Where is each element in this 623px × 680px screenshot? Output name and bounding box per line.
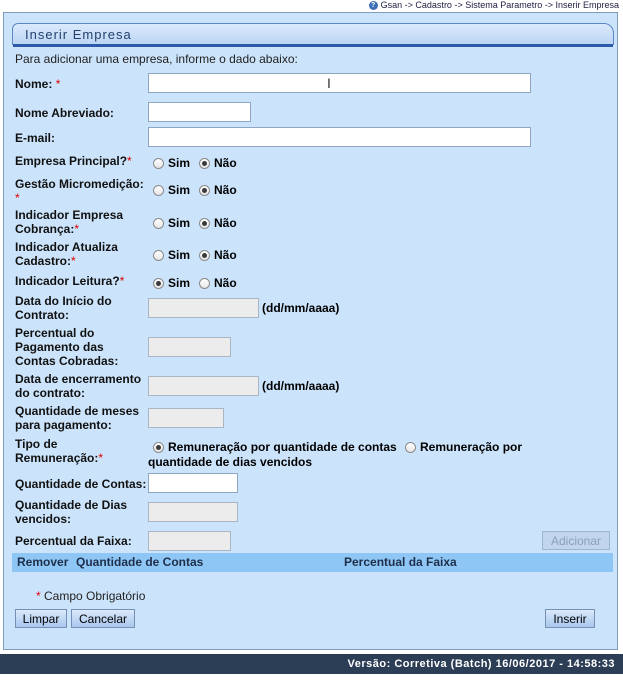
email-label: E-mail:: [15, 131, 56, 145]
qtd-meses-line1: Quantidade de meses: [15, 404, 140, 418]
radio-sim-label: Sim: [168, 216, 191, 230]
percentual-faixa-input[interactable]: [148, 531, 231, 551]
required-mark: *: [98, 451, 104, 465]
remuneracao-contas-label: Remuneração por quantidade de contas: [168, 440, 397, 454]
qtd-dias-input[interactable]: [148, 502, 238, 522]
radio-selected-icon: [199, 218, 210, 229]
nome-label: [15, 77, 60, 91]
data-inicio-line1: Data do Início do: [15, 294, 112, 308]
data-enc-line1: Data de encerramento: [15, 372, 142, 386]
empresa-principal-text: Empresa Principal?: [15, 154, 128, 168]
radio-nao-label: Não: [214, 156, 237, 170]
adicionar-button[interactable]: Adicionar: [542, 531, 610, 550]
ind-leitura-text: Indicador Leitura?: [15, 274, 120, 288]
table-header: [12, 553, 613, 572]
gestao-text: Gestão Micromedição:: [15, 177, 144, 191]
data-inicio-label: [15, 294, 112, 322]
radio-selected-icon: [199, 185, 210, 196]
radio-icon: [153, 218, 164, 229]
col-remover: Remover: [17, 555, 69, 569]
radio-nao-label: Não: [214, 248, 237, 262]
percentual-line1: Percentual do: [15, 326, 95, 340]
data-inicio-format: (dd/mm/aaaa): [262, 301, 340, 315]
data-inicio-input[interactable]: [148, 298, 259, 318]
qtd-contas-label: Quantidade de Contas:: [15, 477, 147, 491]
percentual-faixa-label: Percentual da Faixa:: [15, 534, 132, 548]
breadcrumb-text: Gsan -> Cadastro -> Sistema Parametro -> Inserir Empresa: [380, 0, 619, 10]
panel-titlebar: [12, 23, 614, 45]
remuneracao-dias-radio[interactable]: [405, 440, 522, 454]
ind-atualiza-label: [15, 240, 118, 268]
ind-leitura-nao-radio[interactable]: [199, 276, 237, 290]
qtd-dias-label: [15, 498, 127, 526]
gestao-label: [15, 177, 144, 205]
percentual-pagamento-input[interactable]: [148, 337, 231, 357]
footer-bar: [0, 654, 623, 674]
radio-sim-label: Sim: [168, 248, 191, 262]
ind-cobranca-line2: Cobrança:: [15, 222, 75, 236]
qtd-dias-line2: vencidos:: [15, 512, 72, 526]
ind-atualiza-sim-radio[interactable]: [153, 248, 190, 262]
empresa-principal-label: [15, 154, 132, 168]
radio-sim-label: Sim: [168, 183, 191, 197]
nome-abreviado-label: Nome Abreviado:: [15, 106, 114, 120]
qtd-contas-input[interactable]: [148, 473, 238, 493]
required-mark: *: [71, 254, 76, 268]
tipo-rem-line2: Remuneração:: [15, 451, 99, 465]
version-text: Versão: Corretiva (Batch) 16/06/2017 - 14:58:33: [347, 658, 615, 670]
radio-selected-icon: [153, 442, 164, 453]
radio-sim-label: Sim: [168, 276, 191, 290]
radio-nao-label: Não: [214, 276, 237, 290]
intro-text: Para adicionar uma empresa, informe o dado abaixo:: [15, 52, 298, 66]
qtd-meses-label: [15, 404, 139, 432]
ind-cobranca-label: [15, 208, 123, 236]
col-quantidade-contas: Quantidade de Contas: [76, 555, 204, 569]
gestao-sim-radio[interactable]: [153, 183, 190, 197]
radio-selected-icon: [199, 158, 210, 169]
nome-abreviado-input[interactable]: [148, 102, 251, 122]
cancelar-button[interactable]: Cancelar: [71, 609, 135, 628]
breadcrumb: [369, 0, 619, 11]
data-encerramento-format: (dd/mm/aaaa): [262, 379, 340, 393]
col-percentual-faixa: Percentual da Faixa: [344, 555, 457, 569]
remuneracao-contas-radio[interactable]: [153, 440, 397, 454]
data-encerramento-label: [15, 372, 141, 400]
data-inicio-line2: Contrato:: [15, 308, 69, 322]
qtd-meses-input[interactable]: [148, 408, 224, 428]
text-cursor-icon: I: [327, 75, 331, 91]
radio-selected-icon: [199, 250, 210, 261]
help-icon[interactable]: ?: [369, 1, 378, 10]
ind-cobranca-nao-radio[interactable]: [199, 216, 237, 230]
required-mark: *: [119, 274, 125, 288]
qtd-meses-line2: para pagamento:: [15, 418, 112, 432]
radio-sim-label: Sim: [168, 156, 191, 170]
required-note-text: Campo Obrigatório: [44, 589, 146, 603]
ind-atualiza-line2: Cadastro:: [15, 254, 72, 268]
ind-leitura-label: [15, 274, 124, 288]
radio-nao-label: Não: [214, 216, 237, 230]
radio-icon: [405, 442, 416, 453]
tipo-rem-line1: Tipo de: [15, 437, 58, 451]
title-underline: [13, 44, 613, 47]
radio-icon: [153, 158, 164, 169]
radio-icon: [199, 278, 210, 289]
required-mark: *: [36, 589, 41, 603]
empresa-principal-nao-radio[interactable]: [199, 156, 237, 170]
email-input[interactable]: [148, 127, 531, 147]
required-mark: *: [55, 77, 61, 91]
page-title: Inserir Empresa: [25, 27, 132, 42]
required-mark: *: [15, 191, 20, 205]
nome-input[interactable]: [148, 73, 531, 93]
ind-cobranca-line1: Indicador Empresa: [15, 208, 124, 222]
remuneracao-dias-label: Remuneração por: [420, 440, 523, 454]
ind-atualiza-nao-radio[interactable]: [199, 248, 237, 262]
form-panel: [3, 12, 618, 650]
required-mark: *: [127, 154, 132, 168]
required-note: [36, 589, 145, 603]
ind-cobranca-sim-radio[interactable]: [153, 216, 190, 230]
limpar-button[interactable]: Limpar: [15, 609, 67, 628]
radio-icon: [153, 185, 164, 196]
inserir-button[interactable]: Inserir: [545, 609, 595, 628]
data-enc-line2: do contrato:: [15, 386, 85, 400]
ind-leitura-sim-radio[interactable]: [153, 276, 190, 290]
data-encerramento-input[interactable]: [148, 376, 259, 396]
radio-icon: [153, 250, 164, 261]
ind-atualiza-line1: Indicador Atualiza: [15, 240, 118, 254]
radio-nao-label: Não: [214, 183, 237, 197]
percentual-line2: Pagamento das: [15, 340, 104, 354]
gestao-nao-radio[interactable]: [199, 183, 237, 197]
percentual-pagamento-label: [15, 326, 118, 368]
nome-label-text: Nome:: [15, 77, 53, 91]
required-mark: *: [74, 222, 80, 236]
qtd-dias-line1: Quantidade de Dias: [15, 498, 128, 512]
percentual-line3: Contas Cobradas:: [15, 354, 119, 368]
empresa-principal-sim-radio[interactable]: [153, 156, 190, 170]
tipo-remuneracao-label: [15, 437, 103, 465]
remuneracao-dias-label-cont: quantidade de dias vencidos: [148, 455, 313, 469]
radio-selected-icon: [153, 278, 164, 289]
